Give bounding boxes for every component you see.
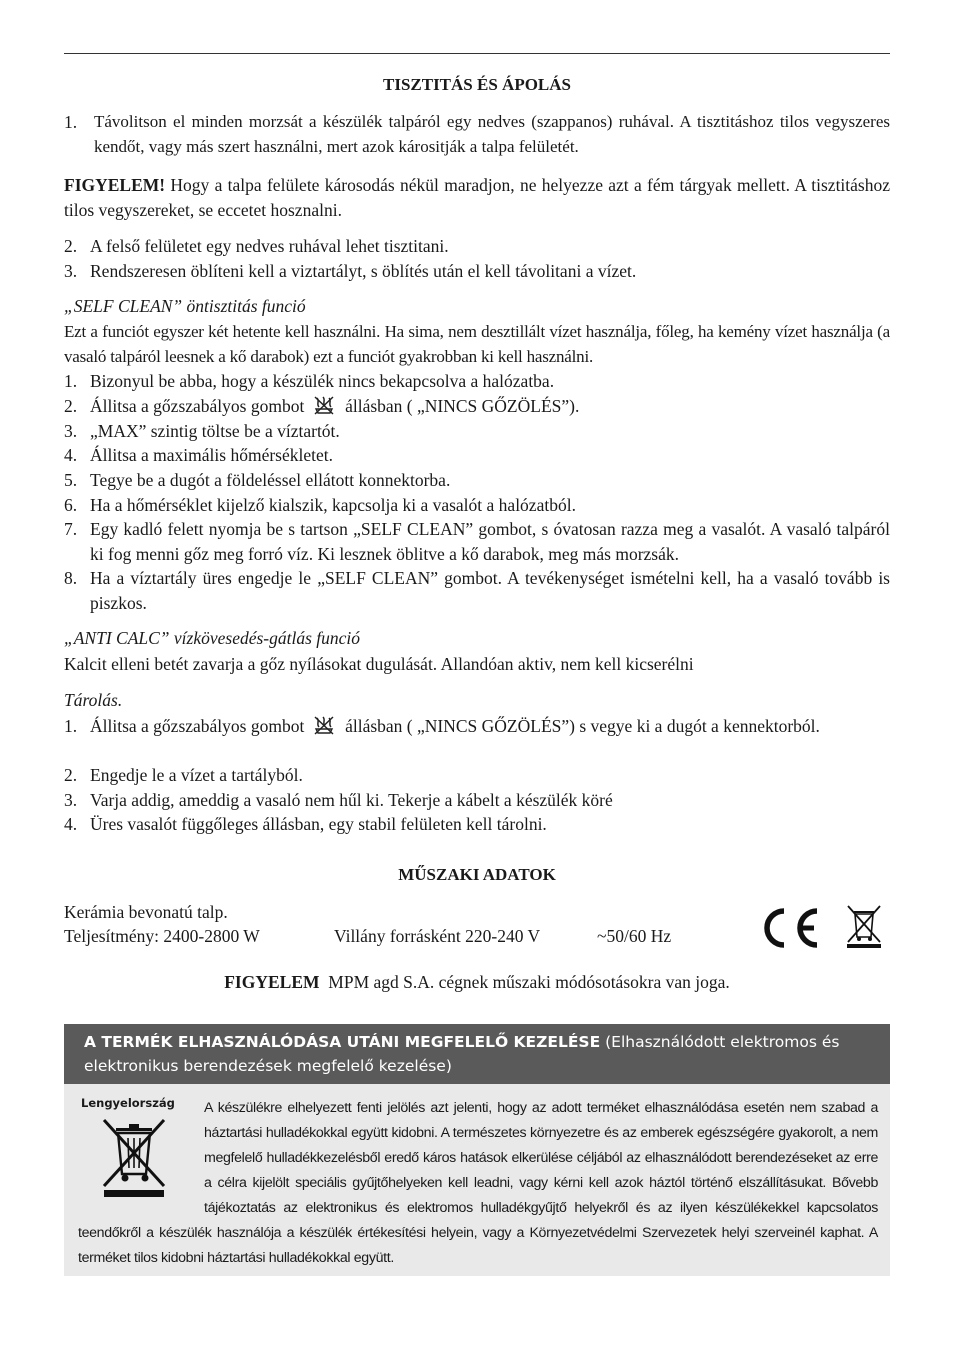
item-text: Rendszeresen öblíteni kell a viztartályt, s öblítés után el kell távolitani a vízet.	[90, 261, 637, 281]
warning-text: MPM agd S.A. cégnek műszaki módósotásokra van joga.	[328, 972, 730, 992]
step-text: Bizonyul be abba, hogy a készülék nincs bekapcsolva a halózatba.	[90, 371, 555, 391]
self-clean-step-4	[64, 443, 890, 468]
tech-line-1: Kerámia bevonatú talp.	[64, 902, 228, 922]
step-text-after: állásban ( „NINCS GŐZÖLÉS”) s vegye ki a dugót a kennektorból.	[345, 716, 820, 736]
warning-label: FIGYELEM	[224, 972, 320, 992]
step-text: Üres vasalót függőleges állásban, egy stabil felületen kell tárolni.	[90, 814, 547, 834]
weee-title-band	[64, 1024, 890, 1084]
storage-step-1	[64, 714, 890, 739]
step-text: Ha a víztartály üres engedje le „SELF CLEAN” gombot. A tevékenységet ismételni kell, ha a vasaló tovább is piszkos.	[90, 568, 890, 613]
step-text: Egy kadló felett nyomja be s tartson „SELF CLEAN” gombot, s óvatosan razza meg a vasalót. A vasaló talpáról ki fog menni gőz meg forró víz. Ki lesznek öblitve a kő darabok, meg más morzsák.	[90, 519, 890, 564]
anti-calc-text: Kalcit elleni betét zavarja a gőz nyílásokat dugulását. Allandóan aktiv, nem kell kicserélni	[64, 654, 694, 674]
cleaning-item-3	[64, 259, 890, 284]
step-number: 4.	[64, 814, 78, 834]
ce-mark-icon	[756, 905, 822, 951]
step-number: 5.	[64, 470, 78, 490]
self-clean-step-5	[64, 468, 890, 493]
item-text: Távolitson el minden morzsát a készülék talpáról egy nedves (szappanos) ruhával. A tisztitáshoz tilos vegyszeres kendőt, vagy más szert használni, mert azok kárositják a talpa felületét.	[94, 112, 890, 156]
step-text-after: állásban ( „NINCS GŐZÖLÉS”).	[345, 396, 580, 416]
step-number: 8.	[64, 568, 78, 588]
self-clean-step-2	[64, 394, 890, 419]
tech-frequency: ~50/60 Hz	[597, 926, 672, 946]
step-number: 4.	[64, 445, 78, 465]
storage-step-3	[64, 788, 890, 813]
weee-text-block	[78, 1096, 878, 1271]
step-text: Tegye be a dugót a földeléssel ellátott konnektorba.	[90, 470, 451, 490]
step-number: 3.	[64, 790, 78, 810]
step-text	[90, 394, 890, 419]
step-text: „MAX” szintig töltse be a víztartót.	[90, 421, 340, 441]
step-number: 6.	[64, 495, 78, 515]
cleaning-warning	[64, 173, 890, 222]
step-text: Engedje le a vízet a tartályból.	[90, 765, 303, 785]
item-number: 2.	[64, 236, 78, 256]
step-number: 1.	[64, 371, 78, 391]
item-number: 3.	[64, 261, 78, 281]
crossed-bin-icon	[98, 1118, 170, 1198]
step-text: Állitsa a maximális hőmérsékletet.	[90, 445, 333, 465]
self-clean-step-6	[64, 493, 890, 518]
step-number: 3.	[64, 421, 78, 441]
anti-calc-title: „ANTI CALC” vízkövesedés-gátlás funció	[64, 628, 361, 648]
step-number: 2.	[64, 765, 78, 785]
top-rule	[64, 53, 890, 54]
cleaning-item-2	[64, 234, 890, 259]
self-clean-step-3	[64, 419, 890, 444]
step-text-before: Állitsa a gőzszabályos gombot	[90, 716, 305, 736]
self-clean-title: „SELF CLEAN” öntisztitás funció	[64, 296, 306, 316]
step-text-before: Állitsa a gőzszabályos gombot	[90, 396, 305, 416]
tech-power: Teljesítmény: 2400-2800 W	[64, 926, 260, 946]
step-text	[90, 714, 890, 739]
step-number: 7.	[64, 519, 78, 539]
self-clean-step-7	[64, 517, 890, 566]
storage-title: Tárolás.	[64, 690, 123, 710]
item-number: 1.	[64, 112, 78, 132]
weee-title-rest: (Elhasználódott elektromos és elektronikus berendezések megfelelő kezelése)	[84, 1033, 840, 1075]
warning-text: Hogy a talpa felülete károsodás nékül maradjon, ne helyezze azt a fém tárgyak mellett. A tisztitáshoz tilos vegyszereket, se eccetet hosznalni.	[64, 175, 890, 220]
warning-label: FIGYELEM!	[64, 175, 166, 195]
weee-info-box	[64, 1084, 890, 1276]
crossed-bin-icon	[844, 903, 884, 949]
cleaning-heading: TISZTITÁS ÉS ÁPOLÁS	[382, 75, 572, 94]
weee-title-bold: A TERMÉK ELHASZNÁLÓDÁSA UTÁNI MEGFELELŐ KEZELÉSE	[84, 1033, 601, 1051]
weee-text: A készülékre elhelyezett fenti jelölés azt jelenti, hogy az adott terméket elhasználódása esetén nem szabad a háztartási hulladékokkal együtt kidobni. A természetes környezetre és az emberek egészségére gyakorolt, a nem megfelelő hulladékkezelésből eredő káros hatások elkerülése céljából az elhasználódott berendezéseket az erre a célra kijelölt speciális gyűjtőhelyeken kell leadni, vagy kérni kell azok háztól történő elszállításukat. Bővebb tájékoztatás az elektronikus és elektromos hulladékgyűjtő helyekről és az ilyen készülékekkel kapcsolatos teendőkről a készülék használója a készülék értékesítési helyein, vagy a Környezetvédelmi Szervezetek helyi szerveinél kaphat. A terméket tilos kidobni háztartási hulladékokkal együtt.	[78, 1100, 878, 1266]
step-number: 1.	[64, 716, 78, 736]
cleaning-item-1	[64, 110, 890, 159]
step-text: Varja addig, ameddig a vasaló nem hűl ki. Tekerje a kábelt a készülék köré	[90, 790, 613, 810]
self-clean-step-8	[64, 566, 890, 615]
storage-step-2	[64, 763, 890, 788]
tech-heading: MŰSZAKI ADATOK	[398, 865, 556, 884]
storage-step-4	[64, 812, 890, 837]
step-number: 2.	[64, 396, 78, 416]
self-clean-step-1	[64, 369, 890, 394]
tech-voltage: Villány forrásként 220-240 V	[334, 926, 541, 946]
no-steam-icon	[313, 395, 335, 415]
item-text: A felső felületet egy nedves ruhával lehet tisztitani.	[90, 236, 449, 256]
no-steam-icon	[313, 715, 335, 735]
step-text: Ha a hőmérséklet kijelző kialszik, kapcsolja ki a vasalót a halózatból.	[90, 495, 576, 515]
self-clean-intro: Ezt a funciót egyszer két hetente kell használni. Ha sima, nem desztillált vízet használja, főleg, ha kemény vízet használja (a vasaló talpáról leesnek a kő darabok) ezt a funciót gyakrobban ki kell használni.	[64, 322, 890, 366]
country-label: Lengyelország	[81, 1096, 175, 1110]
tech-warning	[64, 972, 890, 993]
